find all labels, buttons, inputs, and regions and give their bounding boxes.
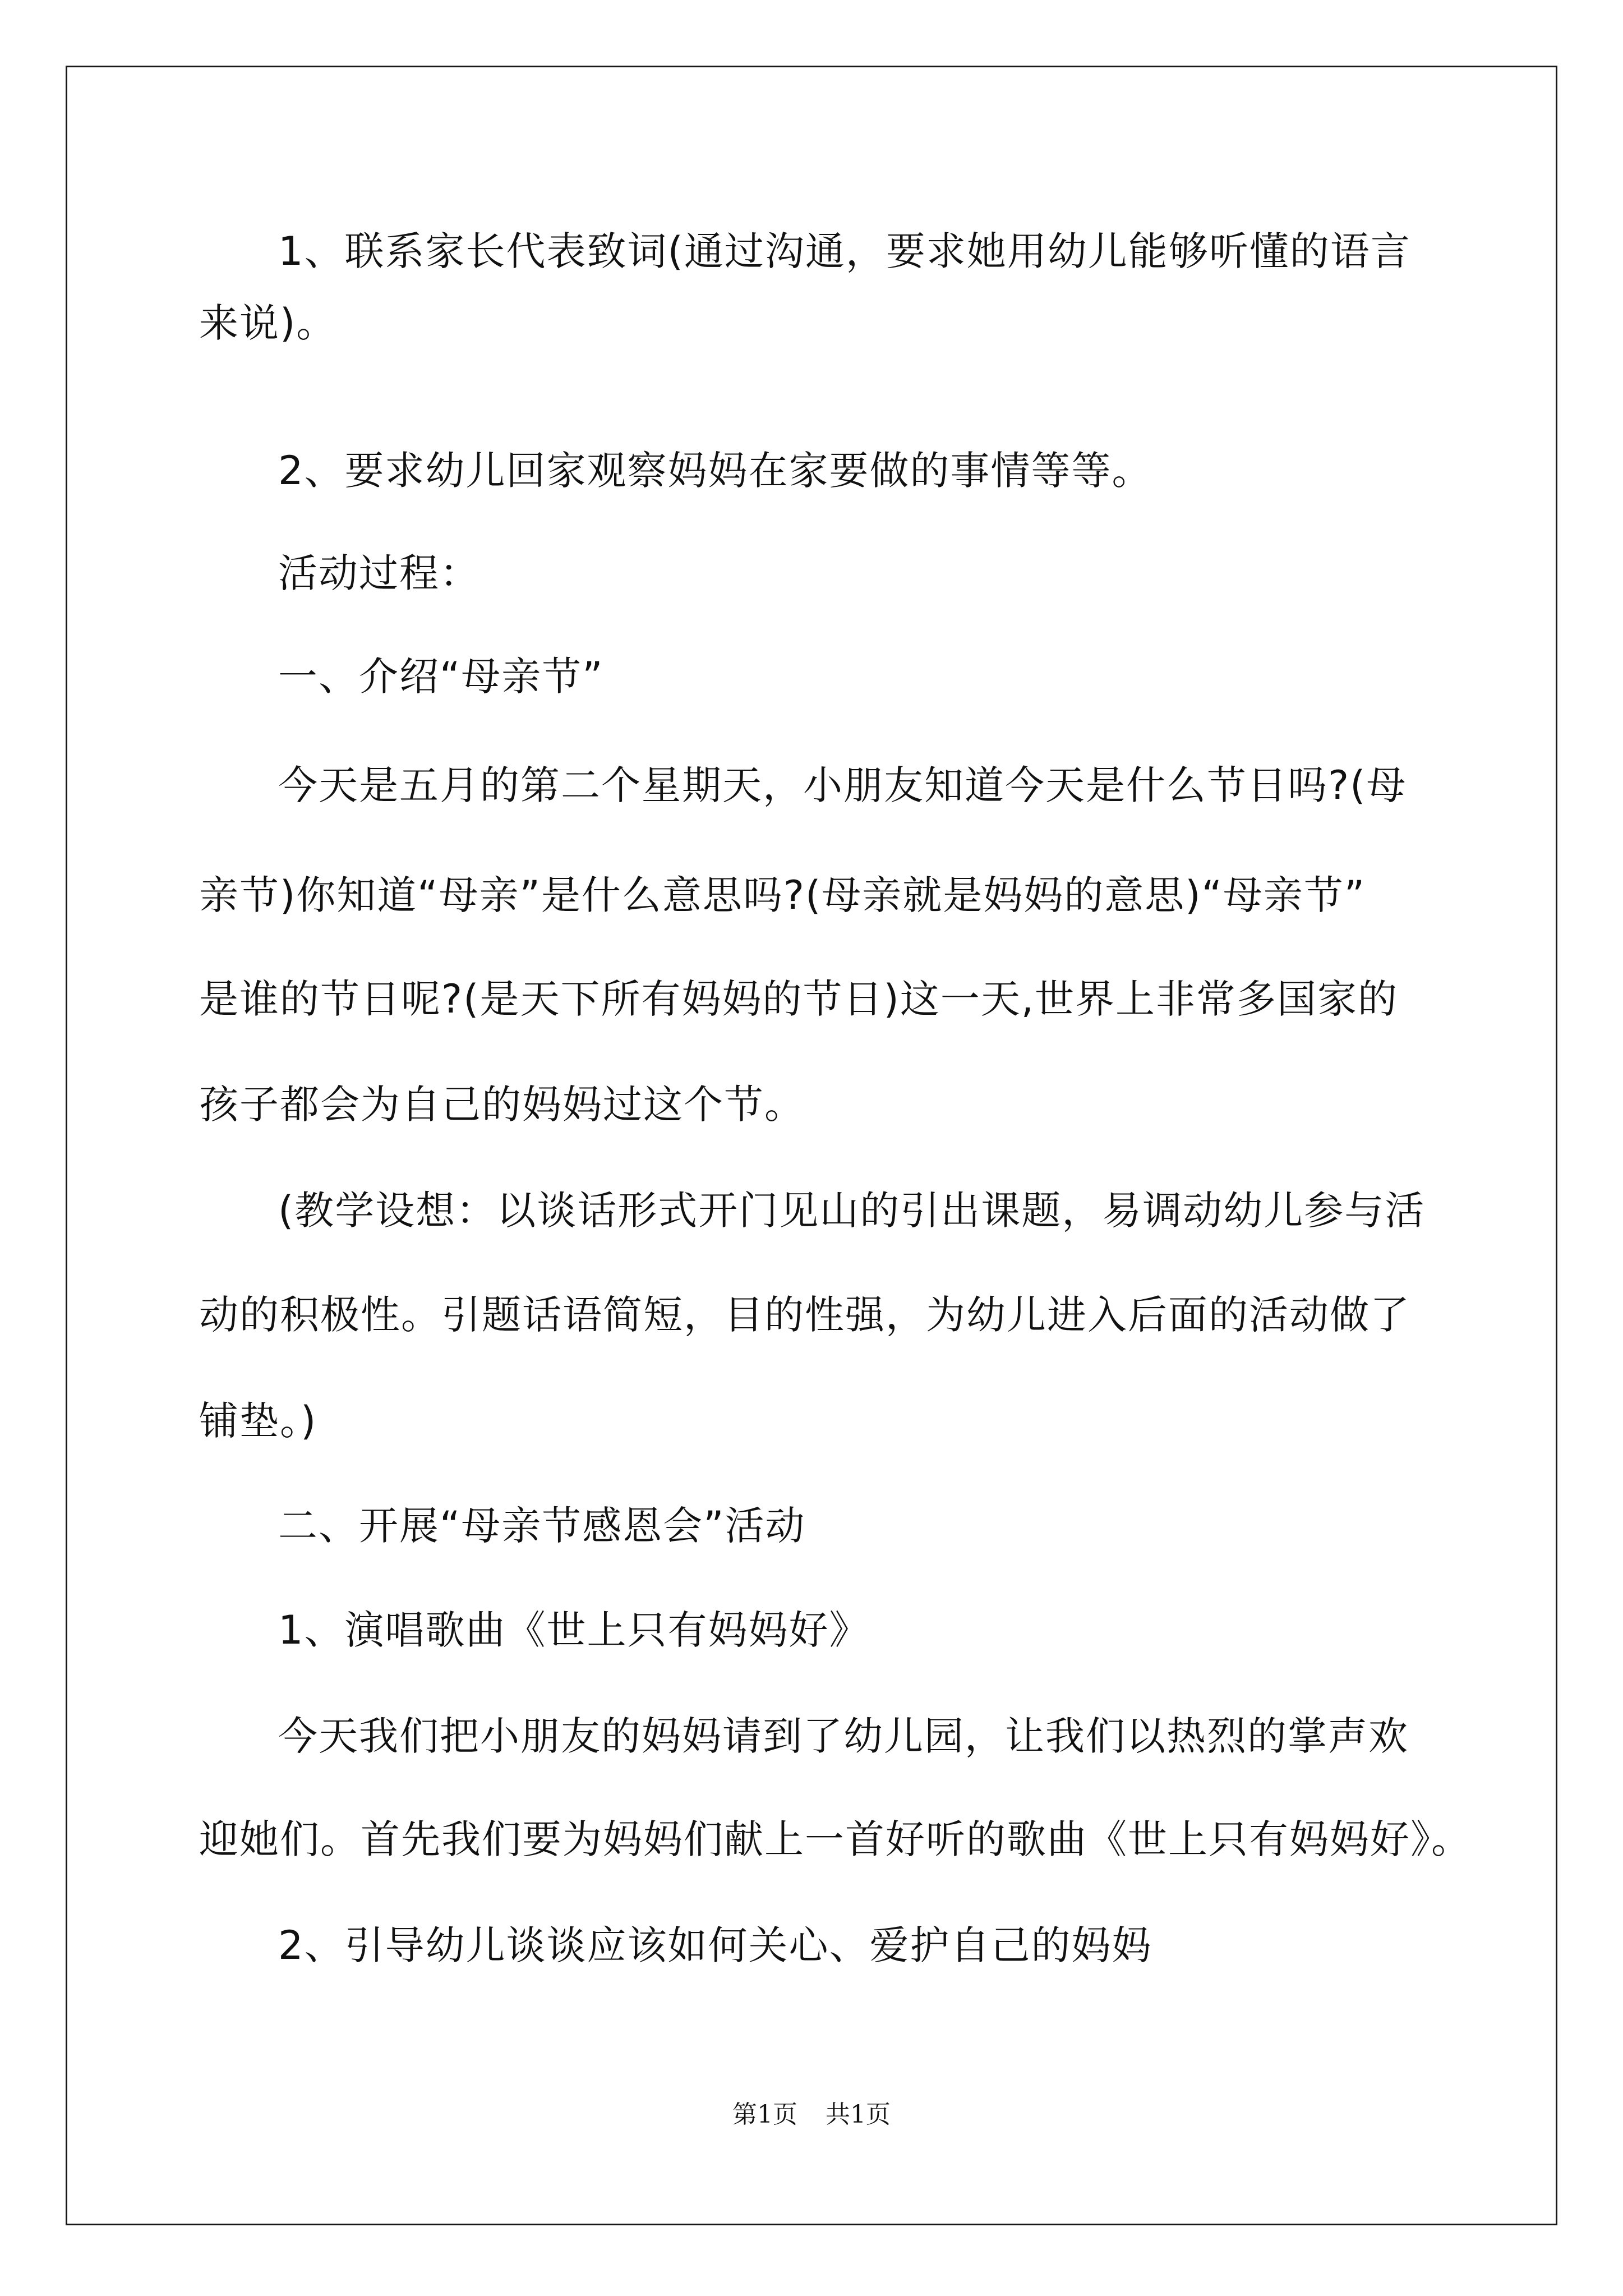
paragraph-line: 今天是五月的第二个星期天，小朋友知道今天是什么节日吗?(母 [278, 762, 1407, 808]
section-heading: 活动过程： [278, 550, 480, 596]
paragraph-line: 亲节)你知道“母亲”是什么意思吗?(母亲就是妈妈的意思)“母亲节” [199, 872, 1366, 918]
page-number: 第1页 [732, 2100, 797, 2129]
page-footer [0, 2102, 1623, 2127]
paragraph-line: 迎她们。首先我们要为妈妈们献上一首好听的歌曲《世上只有妈妈好》。 [199, 1816, 1472, 1862]
page-border [66, 66, 1557, 2225]
paragraph-line: 1、联系家长代表致词(通过沟通，要求她用幼儿能够听懂的语言 [278, 228, 1411, 274]
paragraph-line: 今天我们把小朋友的妈妈请到了幼儿园，让我们以热烈的掌声欢 [278, 1713, 1409, 1759]
paragraph-line: 是谁的节日呢?(是天下所有妈妈的节日)这一天,世界上非常多国家的 [199, 976, 1399, 1022]
paragraph-line: (教学设想：以谈话形式开门见山的引出课题，易调动幼儿参与活 [278, 1188, 1426, 1234]
paragraph-line: 来说)。 [199, 300, 337, 346]
paragraph-line: 铺垫。) [199, 1398, 317, 1444]
section-heading: 一、介绍“母亲节” [278, 654, 604, 700]
subsection-heading: 1、演唱歌曲《世上只有妈妈好》 [278, 1607, 870, 1653]
paragraph-line: 2、要求幼儿回家观察妈妈在家要做的事情等等。 [278, 448, 1152, 494]
section-heading: 二、开展“母亲节感恩会”活动 [278, 1503, 806, 1549]
paragraph-line: 孩子都会为自己的妈妈过这个节。 [199, 1082, 805, 1128]
page-total: 共1页 [826, 2100, 891, 2129]
paragraph-line: 动的积极性。引题话语简短，目的性强，为幼儿进入后面的活动做了 [199, 1292, 1410, 1338]
subsection-heading: 2、引导幼儿谈谈应该如何关心、爱护自己的妈妈 [278, 1922, 1152, 1968]
